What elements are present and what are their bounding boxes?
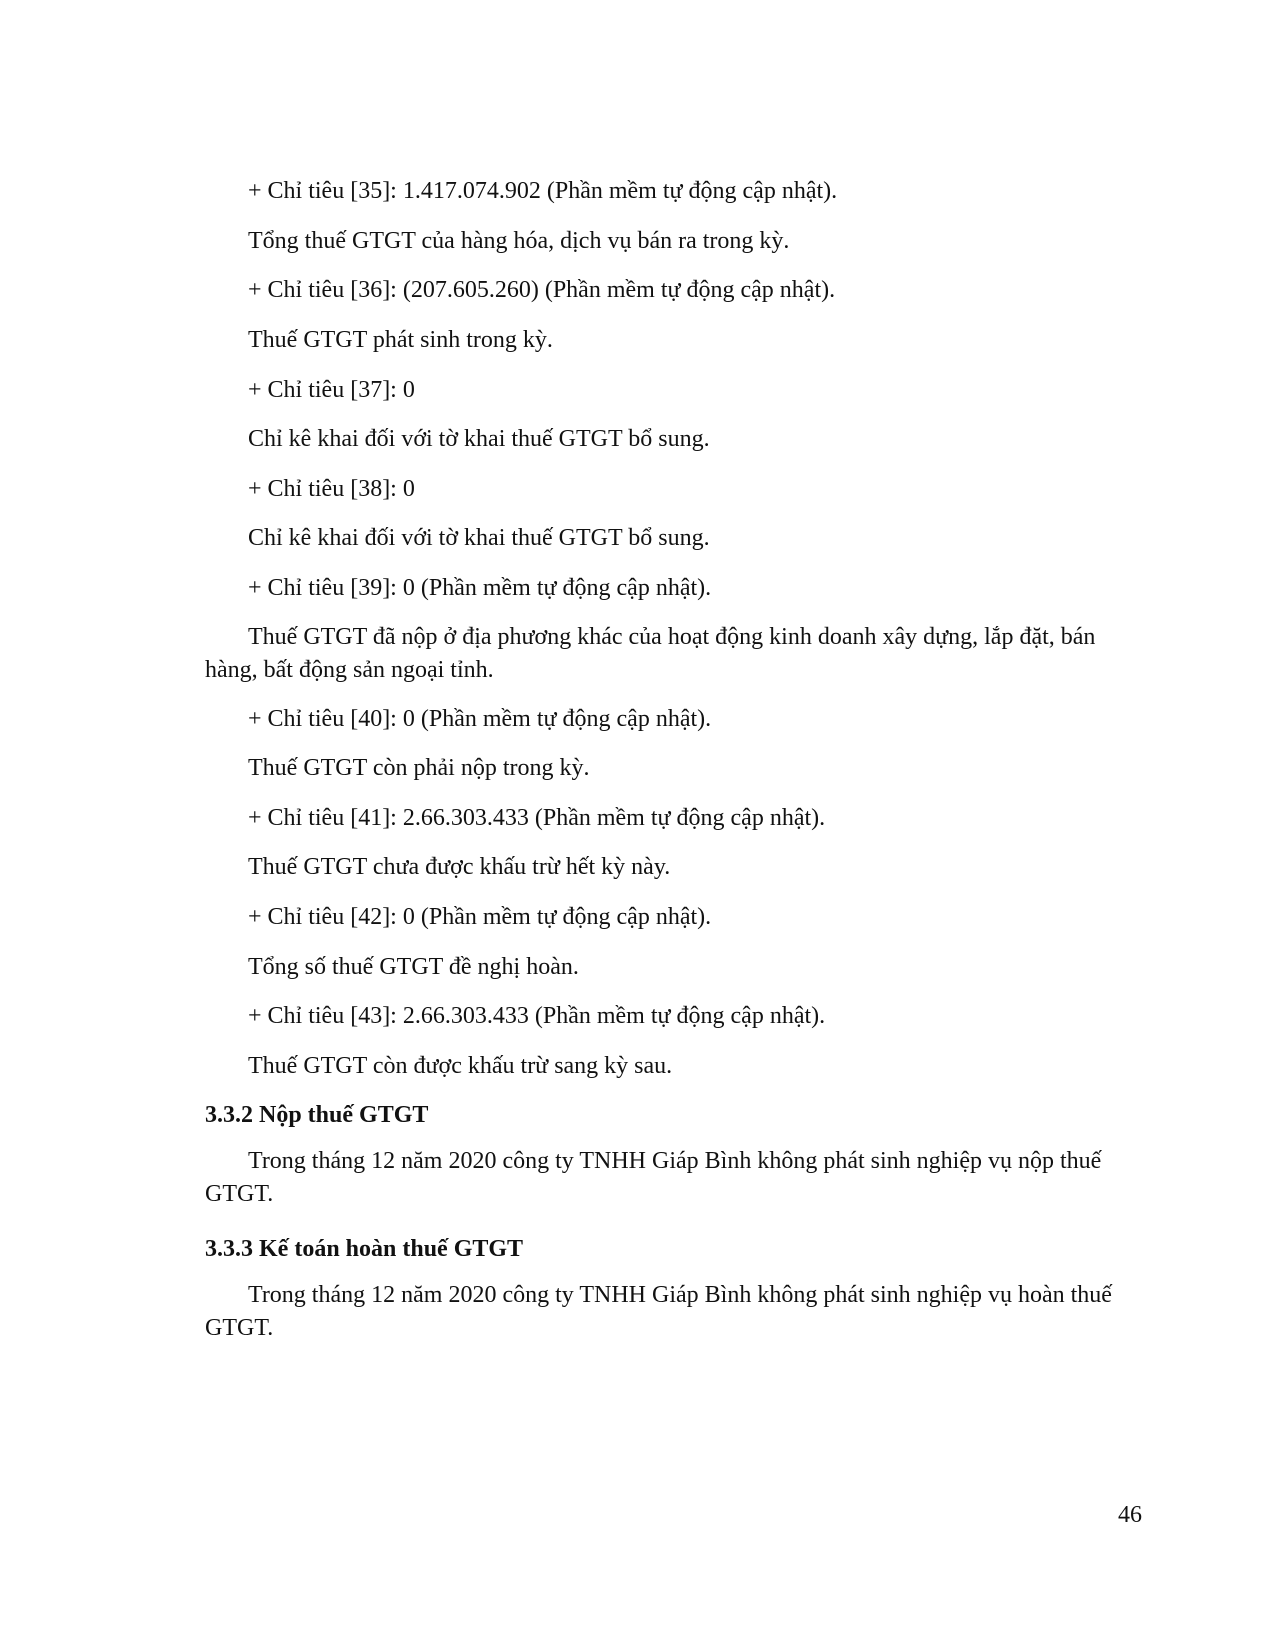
text-line: + Chỉ tiêu [36]: (207.605.260) (Phần mềm tự động cập nhật). [248,277,836,303]
text-line: Thuế GTGT chưa được khấu trừ hết kỳ này. [248,854,671,880]
text-line: Thuế GTGT còn phải nộp trong kỳ. [248,755,590,781]
text-line: Chỉ kê khai đối với tờ khai thuế GTGT bổ sung. [248,426,710,452]
text-line: + Chỉ tiêu [35]: 1.417.074.902 (Phần mềm tự động cập nhật). [248,178,838,204]
text-line: Tổng thuế GTGT của hàng hóa, dịch vụ bán ra trong kỳ. [248,228,790,254]
text-line: + Chỉ tiêu [37]: 0 [248,377,415,403]
text-line: Tổng số thuế GTGT đề nghị hoàn. [248,954,579,980]
text-line: + Chỉ tiêu [39]: 0 (Phần mềm tự động cập nhật). [248,575,712,601]
paragraph-noted-tax: Thuế GTGT đã nộp ở địa phương khác của hoạt động kinh doanh xây dựng, lắp đặt, bán hàng, bất động sản ngoại tỉnh. [205,624,1096,683]
text-line: + Chỉ tiêu [38]: 0 [248,476,415,502]
section-body-3-3-2: Trong tháng 12 năm 2020 công ty TNHH Giáp Bình không phát sinh nghiệp vụ nộp thuế GTGT. [205,1148,1102,1207]
page-number: 46 [1118,1502,1142,1528]
text-line: + Chỉ tiêu [42]: 0 (Phần mềm tự động cập nhật). [248,904,712,930]
text-line: + Chỉ tiêu [43]: 2.66.303.433 (Phần mềm tự động cập nhật). [248,1003,826,1029]
section-body-3-3-3: Trong tháng 12 năm 2020 công ty TNHH Giáp Bình không phát sinh nghiệp vụ hoàn thuế GTGT. [205,1282,1112,1341]
section-heading-3-3-2: 3.3.2 Nộp thuế GTGT [205,1102,429,1128]
text-line: Thuế GTGT phát sinh trong kỳ. [248,327,553,353]
text-line: + Chỉ tiêu [41]: 2.66.303.433 (Phần mềm tự động cập nhật). [248,805,826,831]
text-line: Thuế GTGT còn được khấu trừ sang kỳ sau. [248,1053,673,1079]
section-heading-3-3-3: 3.3.3 Kế toán hoàn thuế GTGT [205,1236,524,1262]
text-line: + Chỉ tiêu [40]: 0 (Phần mềm tự động cập nhật). [248,706,712,732]
text-line: Chỉ kê khai đối với tờ khai thuế GTGT bổ sung. [248,525,710,551]
